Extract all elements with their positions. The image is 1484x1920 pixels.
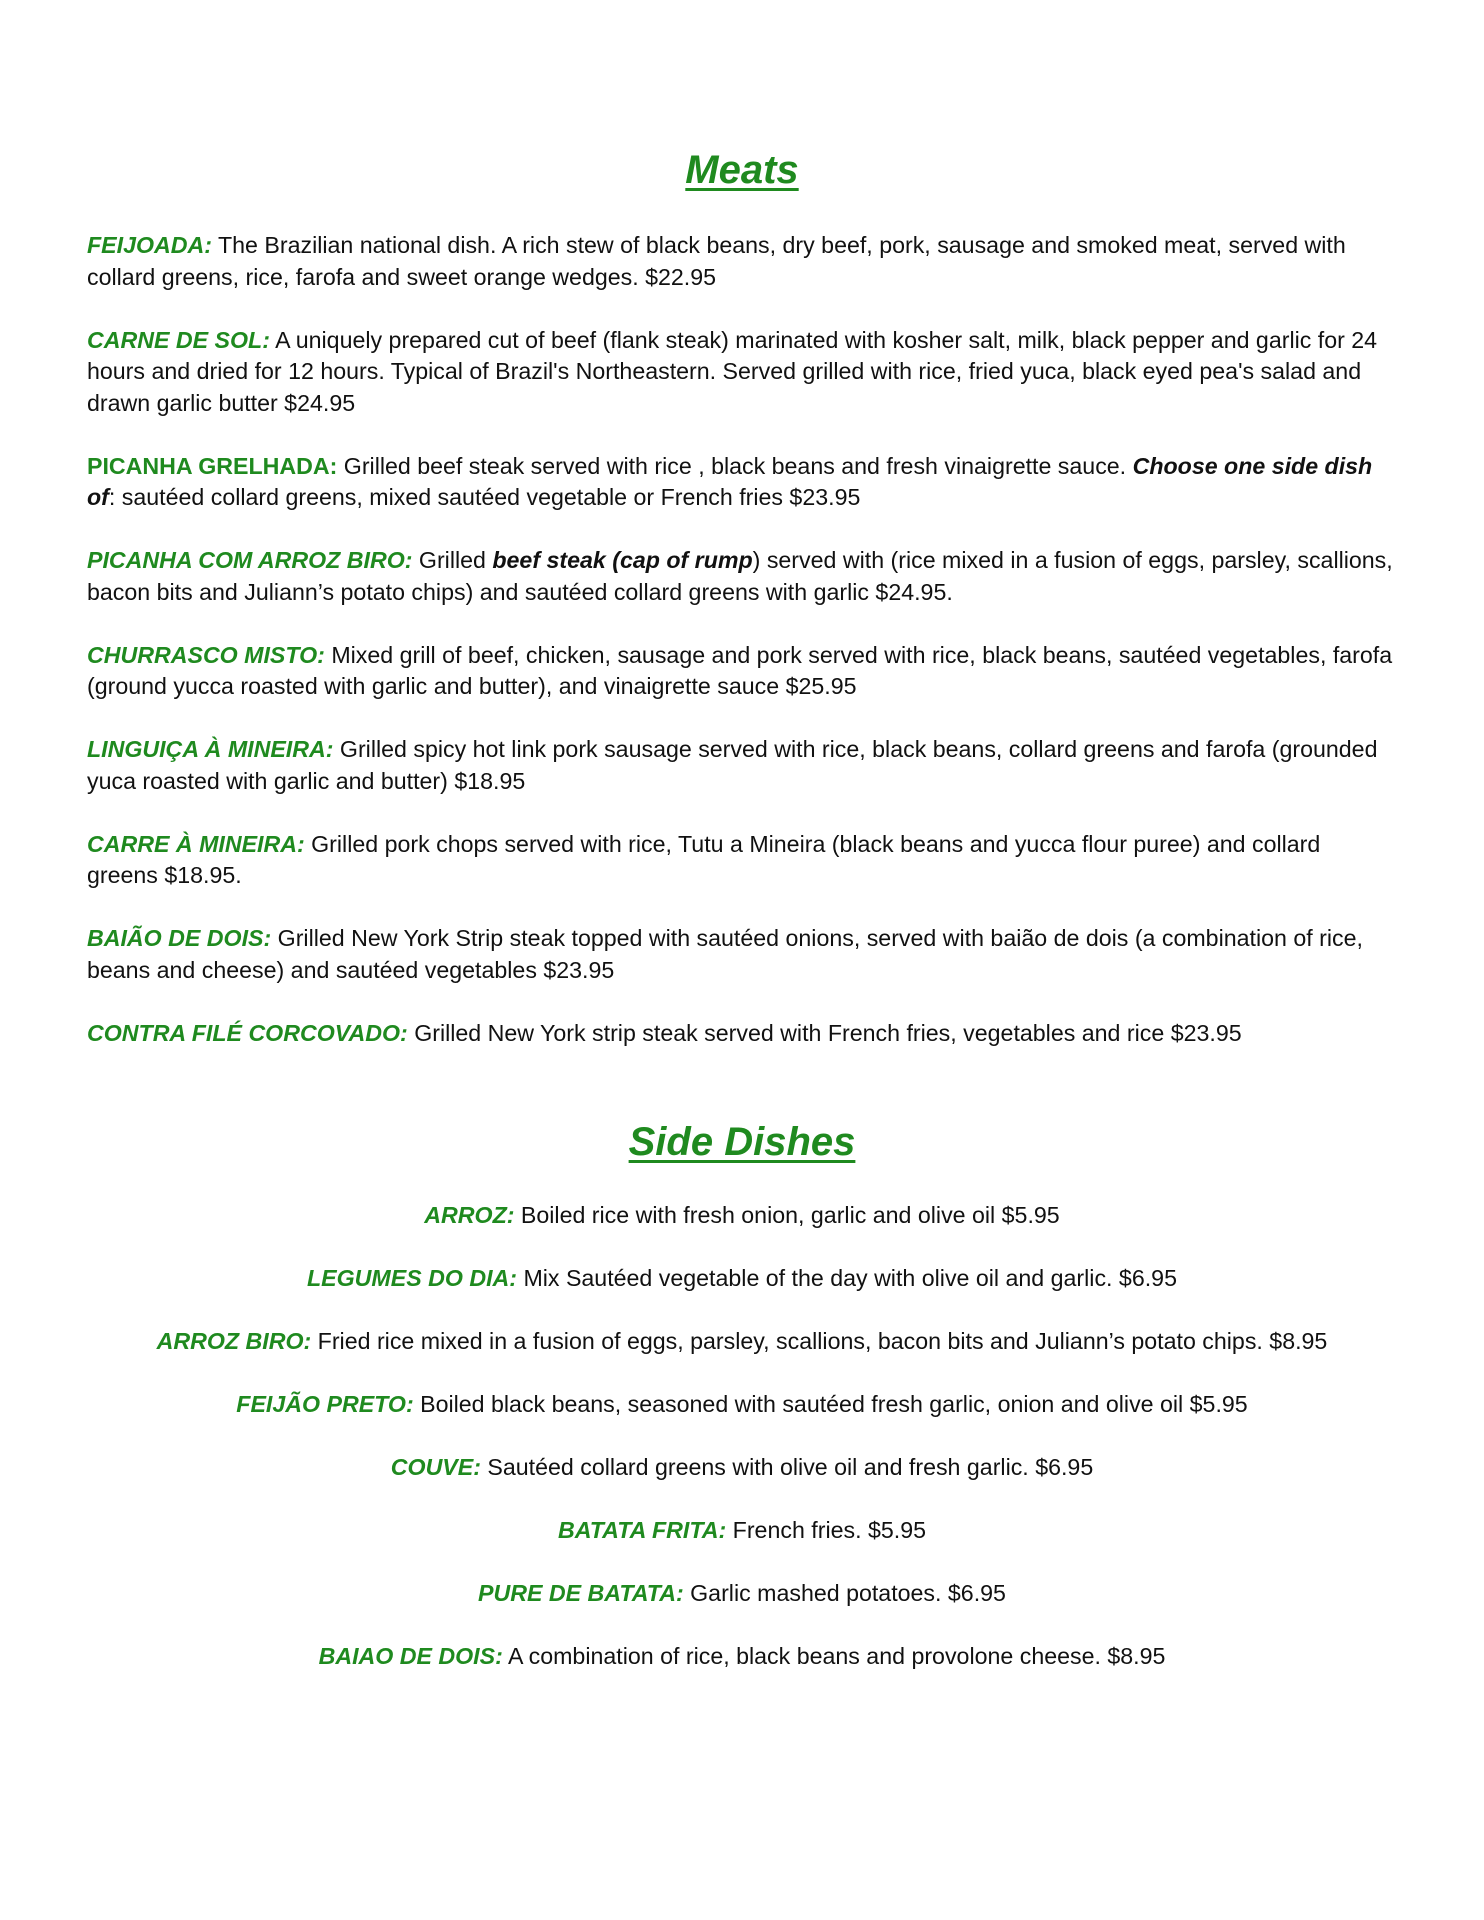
menu-item-contra-file-corcovado	[87, 1018, 1397, 1050]
item-name: PURE DE BATATA:	[478, 1580, 684, 1606]
side-item-batata-frita	[87, 1515, 1397, 1547]
item-description-end: ) served with (rice mixed in a fusion of eggs, parsley, scallions, bacon bits and Juliann’s potato chips) and sautéed collard greens with garlic $24.95.	[87, 547, 1393, 605]
item-description: Grilled	[412, 547, 493, 573]
menu-item-feijoada	[87, 230, 1397, 293]
item-emphasis: beef steak (cap of rump	[492, 547, 753, 573]
item-description: Grilled spicy hot link pork sausage served with rice, black beans, collard greens and farofa (grounded yuca roasted with garlic and butter) $18.95	[87, 736, 1378, 794]
item-description: Boiled rice with fresh onion, garlic and olive oil $5.95	[514, 1202, 1060, 1228]
menu-item-picanha-grelhada	[87, 451, 1397, 514]
item-description: Grilled beef steak served with rice , black beans and fresh vinaigrette sauce.	[337, 452, 1133, 479]
item-name: CARNE DE SOL:	[87, 326, 270, 353]
item-name: LINGUIÇA À MINEIRA:	[87, 736, 334, 762]
menu-item-baiao-de-dois	[87, 923, 1397, 986]
side-dishes-list	[87, 1200, 1397, 1704]
side-item-legumes-do-dia	[87, 1263, 1397, 1295]
meats-list	[87, 230, 1397, 1081]
item-name: CHURRASCO MISTO:	[87, 641, 325, 668]
menu-item-churrasco-misto	[87, 640, 1397, 703]
item-description: Garlic mashed potatoes. $6.95	[683, 1580, 1006, 1606]
item-description: Grilled pork chops served with rice, Tutu a Mineira (black beans and yucca flour puree) and collard greens $18.95.	[87, 830, 1321, 888]
item-name: BAIAO DE DOIS:	[318, 1643, 503, 1669]
item-name: BATATA FRITA:	[557, 1517, 727, 1543]
item-description: Fried rice mixed in a fusion of eggs, parsley, scallions, bacon bits and Juliann’s potato chips. $8.95	[311, 1328, 1328, 1354]
item-description: Grilled New York strip steak served with French fries, vegetables and rice $23.95	[407, 1019, 1242, 1046]
item-description: Grilled New York Strip steak topped with sautéed onions, served with baião de dois (a combination of rice, beans and cheese) and sautéed vegetables $23.95	[87, 925, 1363, 983]
item-description: Boiled black beans, seasoned with sautéed fresh garlic, onion and olive oil $5.95	[413, 1391, 1248, 1417]
menu-item-carne-de-sol	[87, 325, 1397, 420]
item-description: Mixed grill of beef, chicken, sausage and pork served with rice, black beans, sautéed vegetables, farofa (ground yucca roasted with garlic and butter), and vinaigrette sauce $25.95	[87, 641, 1393, 699]
item-name: LEGUMES DO DIA:	[307, 1265, 517, 1291]
item-name: ARROZ:	[424, 1202, 515, 1228]
menu-item-linguica-a-mineira	[87, 734, 1397, 797]
side-item-arroz	[87, 1200, 1397, 1232]
item-name: ARROZ BIRO:	[156, 1328, 312, 1354]
item-name: FEIJOADA:	[87, 232, 212, 258]
menu-item-picanha-com-arroz-biro	[87, 545, 1397, 608]
meats-heading: Meats	[685, 148, 799, 192]
side-item-couve	[87, 1452, 1397, 1484]
item-name: CARRE À MINEIRA:	[87, 830, 305, 857]
item-description: A combination of rice, black beans and provolone cheese. $8.95	[502, 1643, 1166, 1669]
item-description: A uniquely prepared cut of beef (flank steak) marinated with kosher salt, milk, black pepper and garlic for 24 hours and dried for 12 hours. Typical of Brazil's Northeastern. Served grilled with rice, fried yuca, black eyed pea's salad and drawn garlic butter $24.95	[87, 326, 1378, 416]
item-description: Mix Sautéed vegetable of the day with olive oil and garlic. $6.95	[517, 1265, 1177, 1291]
side-item-feijao-preto	[87, 1389, 1397, 1421]
item-description: Sautéed collard greens with olive oil and fresh garlic. $6.95	[480, 1454, 1094, 1480]
side-item-arroz-biro	[87, 1326, 1397, 1358]
item-emphasis: Choose one side dish of	[87, 452, 1373, 510]
menu-item-carre-a-mineira	[87, 829, 1397, 892]
item-name: PICANHA COM ARROZ BIRO:	[87, 547, 413, 573]
item-name: FEIJÃO PRETO:	[236, 1391, 414, 1417]
item-description-end: : sautéed collard greens, mixed sautéed vegetable or French fries $23.95	[108, 484, 861, 510]
item-description: The Brazilian national dish. A rich stew of black beans, dry beef, pork, sausage and smoked meat, served with collard greens, rice, farofa and sweet orange wedges. $22.95	[87, 232, 1346, 290]
side-item-pure-de-batata	[87, 1578, 1397, 1610]
item-name: PICANHA GRELHADA:	[87, 452, 338, 479]
side-dishes-heading: Side Dishes	[628, 1120, 856, 1164]
item-name: CONTRA FILÉ CORCOVADO:	[87, 1019, 408, 1046]
item-name: BAIÃO DE DOIS:	[87, 925, 272, 951]
side-item-baiao-de-dois	[87, 1641, 1397, 1673]
item-name: COUVE:	[390, 1454, 481, 1480]
item-description: French fries. $5.95	[726, 1517, 927, 1543]
